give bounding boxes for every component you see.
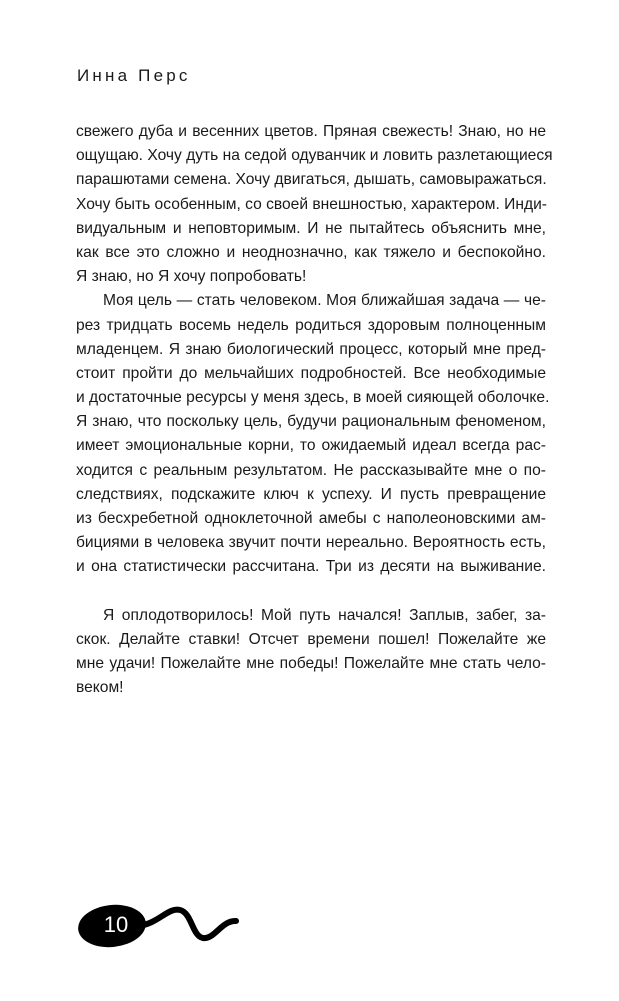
text-line: стоит пройти до мельчайших подробностей. Все необходимые	[76, 364, 546, 382]
text-line: Моя цель — стать человеком. Моя ближайшая задача — че-	[103, 292, 546, 310]
text-line: младенцем. Я знаю биологический процесс, который мне пред-	[76, 340, 546, 358]
text-line: и она статистически рассчитана. Три из десяти на выживание.	[76, 558, 546, 576]
text-line: Я знаю, но Я хочу попробовать!	[76, 268, 307, 286]
text-line: Я знаю, что поскольку цель, будучи рациональным феноменом,	[76, 413, 546, 431]
text-line: и достаточные ресурсы у меня здесь, в моей сияющей оболочке.	[76, 389, 550, 407]
text-line: из бесхребетной одноклеточной амебы с наполеоновскими ам-	[76, 510, 546, 527]
body-text	[76, 120, 553, 701]
paragraph-2	[76, 289, 550, 603]
text-line: бициями в человека звучит почти нереально. Вероятность есть,	[76, 534, 546, 552]
page-folio	[76, 893, 246, 963]
text-line	[76, 580, 546, 604]
text-line: скок. Делайте ставки! Отсчет времени пошел! Пожелайте же	[76, 630, 546, 648]
text-line: Я оплодотворилось! Мой путь начался! Заплыв, забег, за-	[103, 606, 546, 624]
paragraph-3	[76, 604, 546, 701]
text-line: следствиях, подскажите ключ к успеху. И пусть превращение	[76, 485, 546, 503]
text-line: видуальным и неповторимым. И не пытайтесь объяснить мне,	[76, 219, 546, 237]
text-line: имеет эмоциональные корни, то ожидаемый идеал всегда рас-	[76, 437, 546, 455]
text-line: парашютами семена. Хочу двигаться, дышать, самовыражаться.	[76, 171, 547, 189]
text-line: рез тридцать восемь недель родиться здоровым полноценным	[76, 316, 546, 334]
text-line: ходится с реальным результатом. Не рассказывайте мне о по-	[76, 461, 546, 479]
running-head-author: Инна Перс	[77, 66, 191, 85]
text-line: мне удачи! Пожелайте мне победы! Пожелайте мне стать чело-	[76, 655, 546, 673]
text-line: Хочу быть особенным, со своей внешностью, характером. Инди-	[76, 195, 547, 213]
text-line: свежего дуба и весенних цветов. Пряная свежесть! Знаю, но не	[76, 123, 546, 140]
text-line: как все это сложно и неоднозначно, как тяжело и беспокойно.	[76, 243, 546, 261]
text-line: ощущаю. Хочу дуть на седой одуванчик и ловить разлетающиеся	[76, 147, 553, 165]
page-number: 10	[103, 912, 129, 937]
text-line: веком!	[76, 679, 124, 697]
paragraph-1	[76, 120, 553, 289]
